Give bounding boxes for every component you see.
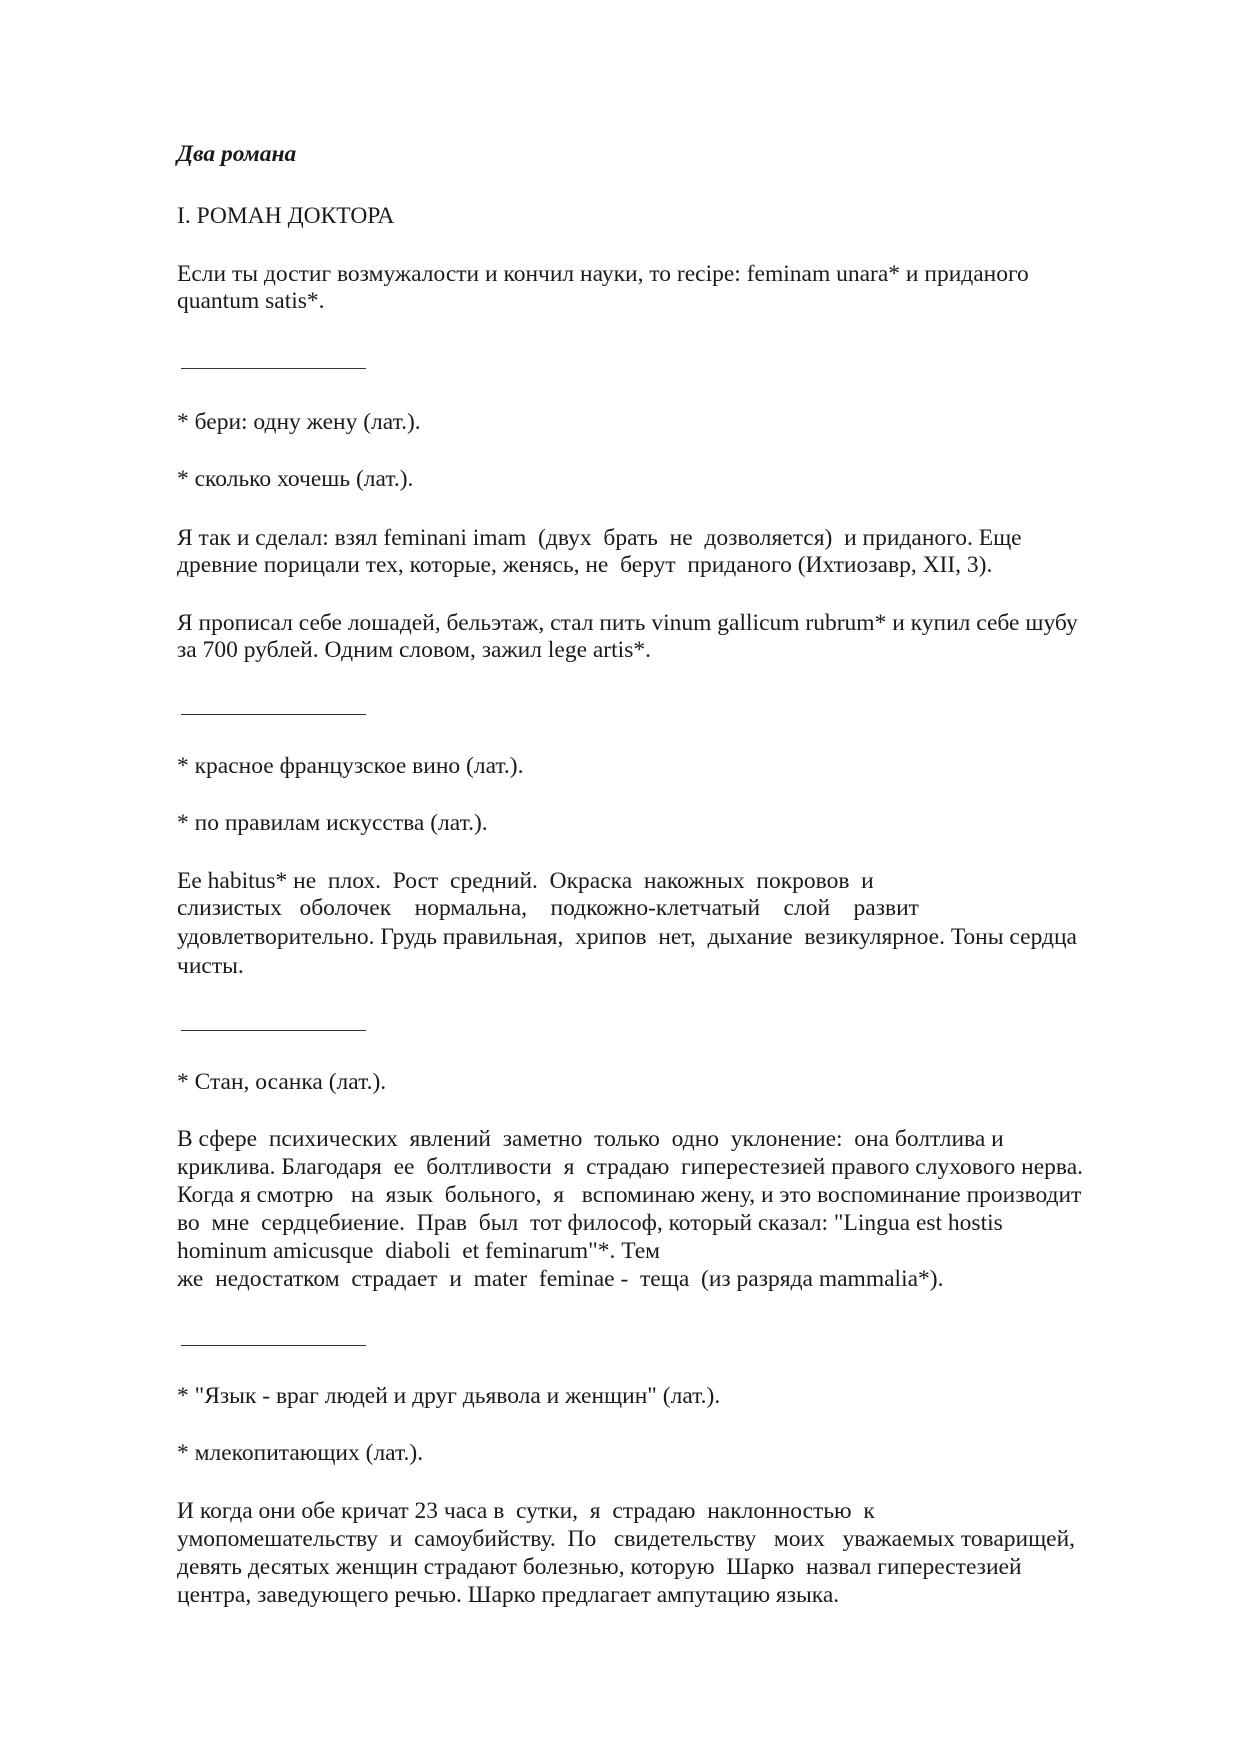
paragraph-line: quantum satis*. <box>177 288 325 314</box>
paragraph-line: во мне сердцебиение. Прав был тот философ, который сказал: "Lingua est hostis <box>177 1210 1003 1236</box>
paragraph-line: И когда они обе кричат 23 часа в сутки, я страдаю наклонностью к <box>177 1498 875 1524</box>
footnote: * "Язык - враг людей и друг дьявола и женщин" (лат.). <box>177 1383 721 1409</box>
paragraph-line: В сфере психических явлений заметно только одно уклонение: она болтлива и <box>177 1126 1004 1152</box>
paragraph-line: древние порицали тех, которые, женясь, не берут приданого (Ихтиозавр, XII, 3). <box>177 552 993 578</box>
paragraph-line: чисты. <box>177 953 244 979</box>
footnote: * красное французское вино (лат.). <box>177 753 524 779</box>
paragraph-line: Я так и сделал: взял feminani imam (двух брать не дозволяется) и приданого. Еще <box>177 525 1022 551</box>
paragraph-line: hominum amicusque diaboli et feminarum"*. Тем <box>177 1238 661 1264</box>
paragraph-line: слизистых оболочек нормальна, подкожно-клетчатый слой развит <box>177 895 919 921</box>
paragraph-line: же недостатком страдает и mater feminae - теща (из разряда mammalia*). <box>177 1266 944 1292</box>
footnote-separator <box>181 1030 366 1031</box>
paragraph-line: Когда я смотрю на язык больного, я вспоминаю жену, и это воспоминание производит <box>177 1182 1082 1208</box>
chapter-heading: I. РОМАН ДОКТОРА <box>177 203 395 229</box>
footnote-separator <box>181 1345 366 1346</box>
footnote-separator <box>181 368 366 369</box>
paragraph-line: Ее habitus* не плох. Рост средний. Окраска накожных покровов и <box>177 868 874 894</box>
footnote: * бери: одну жену (лат.). <box>177 409 421 435</box>
paragraph-line: криклива. Благодаря ее болтливости я страдаю гиперестезией правого слухового нерва. <box>177 1154 1084 1180</box>
footnote: * по правилам искусства (лат.). <box>177 810 488 836</box>
document-title: Два романа <box>177 141 297 167</box>
footnote: * млекопитающих (лат.). <box>177 1440 424 1466</box>
paragraph-line: умопомешательству и самоубийству. По свидетельству моих уважаемых товарищей, <box>177 1526 1076 1552</box>
paragraph-line: центра, заведующего речью. Шарко предлагает ампутацию языка. <box>177 1582 840 1608</box>
footnote-separator <box>181 714 366 715</box>
paragraph-line: Я прописал себе лошадей, бельэтаж, стал пить vinum gallicum rubrum* и купил себе шубу <box>177 610 1078 636</box>
paragraph-line: за 700 рублей. Одним словом, зажил lege artis*. <box>177 637 651 663</box>
paragraph-line: девять десятых женщин страдают болезнью, которую Шарко назвал гиперестезией <box>177 1554 1022 1580</box>
paragraph-line: удовлетворительно. Грудь правильная, хрипов нет, дыхание везикулярное. Тоны сердца <box>177 924 1077 950</box>
footnote: * Стан, осанка (лат.). <box>177 1069 387 1095</box>
footnote: * сколько хочешь (лат.). <box>177 466 414 492</box>
paragraph-line: Если ты достиг возмужалости и кончил науки, то recipe: feminam unara* и приданого <box>177 261 1029 287</box>
